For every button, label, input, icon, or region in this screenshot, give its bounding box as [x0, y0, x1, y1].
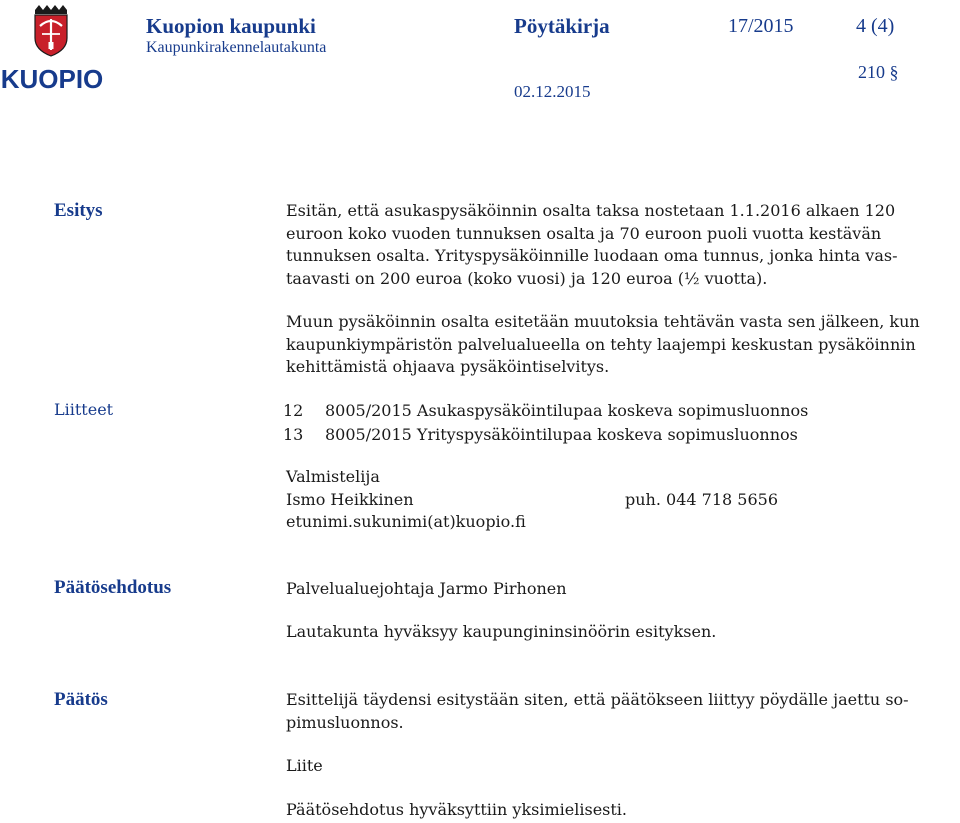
esitys-line: Muun pysäköinnin osalta esitetään muutoksia tehtävän vasta sen jälkeen, kun [286, 312, 920, 331]
doc-type: Pöytäkirja [514, 14, 610, 38]
decision-paragraph [286, 689, 958, 734]
proposal-presenter: Palvelualuejohtaja Jarmo Pirhonen [286, 579, 567, 598]
preparer-email: etunimi.sukunimi(at)kuopio.fi [286, 512, 526, 531]
paatos-label: Päätös [54, 689, 108, 710]
esitys-label: Esitys [54, 200, 103, 221]
esitys-line: kehittämistä ohjaava pysäköintiselvitys. [286, 357, 610, 376]
attachment-title: 8005/2015 Asukaspysäköintilupaa koskeva sopimusluonnos [325, 401, 809, 420]
attachment-title: 8005/2015 Yrityspysäköintilupaa koskeva sopimusluonnos [325, 425, 798, 444]
esitys-paragraph-1 [286, 200, 958, 290]
decision-line: pimusluonnos. [286, 712, 404, 732]
coat-of-arms-icon [0, 4, 104, 96]
doc-number: 17/2015 [728, 15, 794, 37]
decision-line: Esittelijä täydensi esitystään siten, että päätökseen liittyy pöydälle jaettu so- [286, 690, 909, 709]
preparer-name: Ismo Heikkinen [286, 490, 414, 509]
attachment-number: 13 [283, 425, 304, 444]
attachment-number: 12 [283, 401, 304, 420]
org-name: Kuopion kaupunki [146, 14, 316, 38]
liitteet-label: Liitteet [54, 400, 114, 419]
esitys-line: kaupunkiympäristön palvelualueella on tehty laajempi keskustan pysäköinnin [286, 334, 916, 354]
proposal-text: Lautakunta hyväksyy kaupungininsinöörin esityksen. [286, 622, 717, 641]
logo-wordmark: KUOPIO [0, 64, 104, 94]
preparer-phone: puh. 044 718 5656 [625, 490, 778, 509]
esitys-paragraph-2 [286, 311, 958, 379]
esitys-line: taavasti on 200 euroa (koko vuosi) ja 120 euroa (½ vuotta). [286, 268, 768, 288]
esitys-line: euroon koko vuoden tunnuksen osalta ja 70 euroon puoli vuotta kestävän [286, 223, 882, 243]
decision-final: Päätösehdotus hyväksyttiin yksimielisesti. [286, 800, 628, 819]
preparer-heading: Valmistelija [286, 467, 380, 486]
decision-attachment-label: Liite [286, 756, 323, 775]
kuopio-logo [0, 4, 104, 96]
committee-name: Kaupunkirakennelautakunta [146, 39, 327, 56]
page-number: 4 (4) [856, 15, 895, 37]
esitys-line: Esitän, että asukaspysäköinnin osalta taksa nostetaan 1.1.2016 alkaen 120 [286, 201, 896, 220]
meeting-date: 02.12.2015 [514, 82, 591, 101]
paatosehdotus-label: Päätösehdotus [54, 577, 172, 598]
esitys-line: tunnuksen osalta. Yrityspysäköinnille luodaan oma tunnus, jonka hinta vas- [286, 246, 898, 265]
section-number: 210 § [858, 62, 899, 82]
